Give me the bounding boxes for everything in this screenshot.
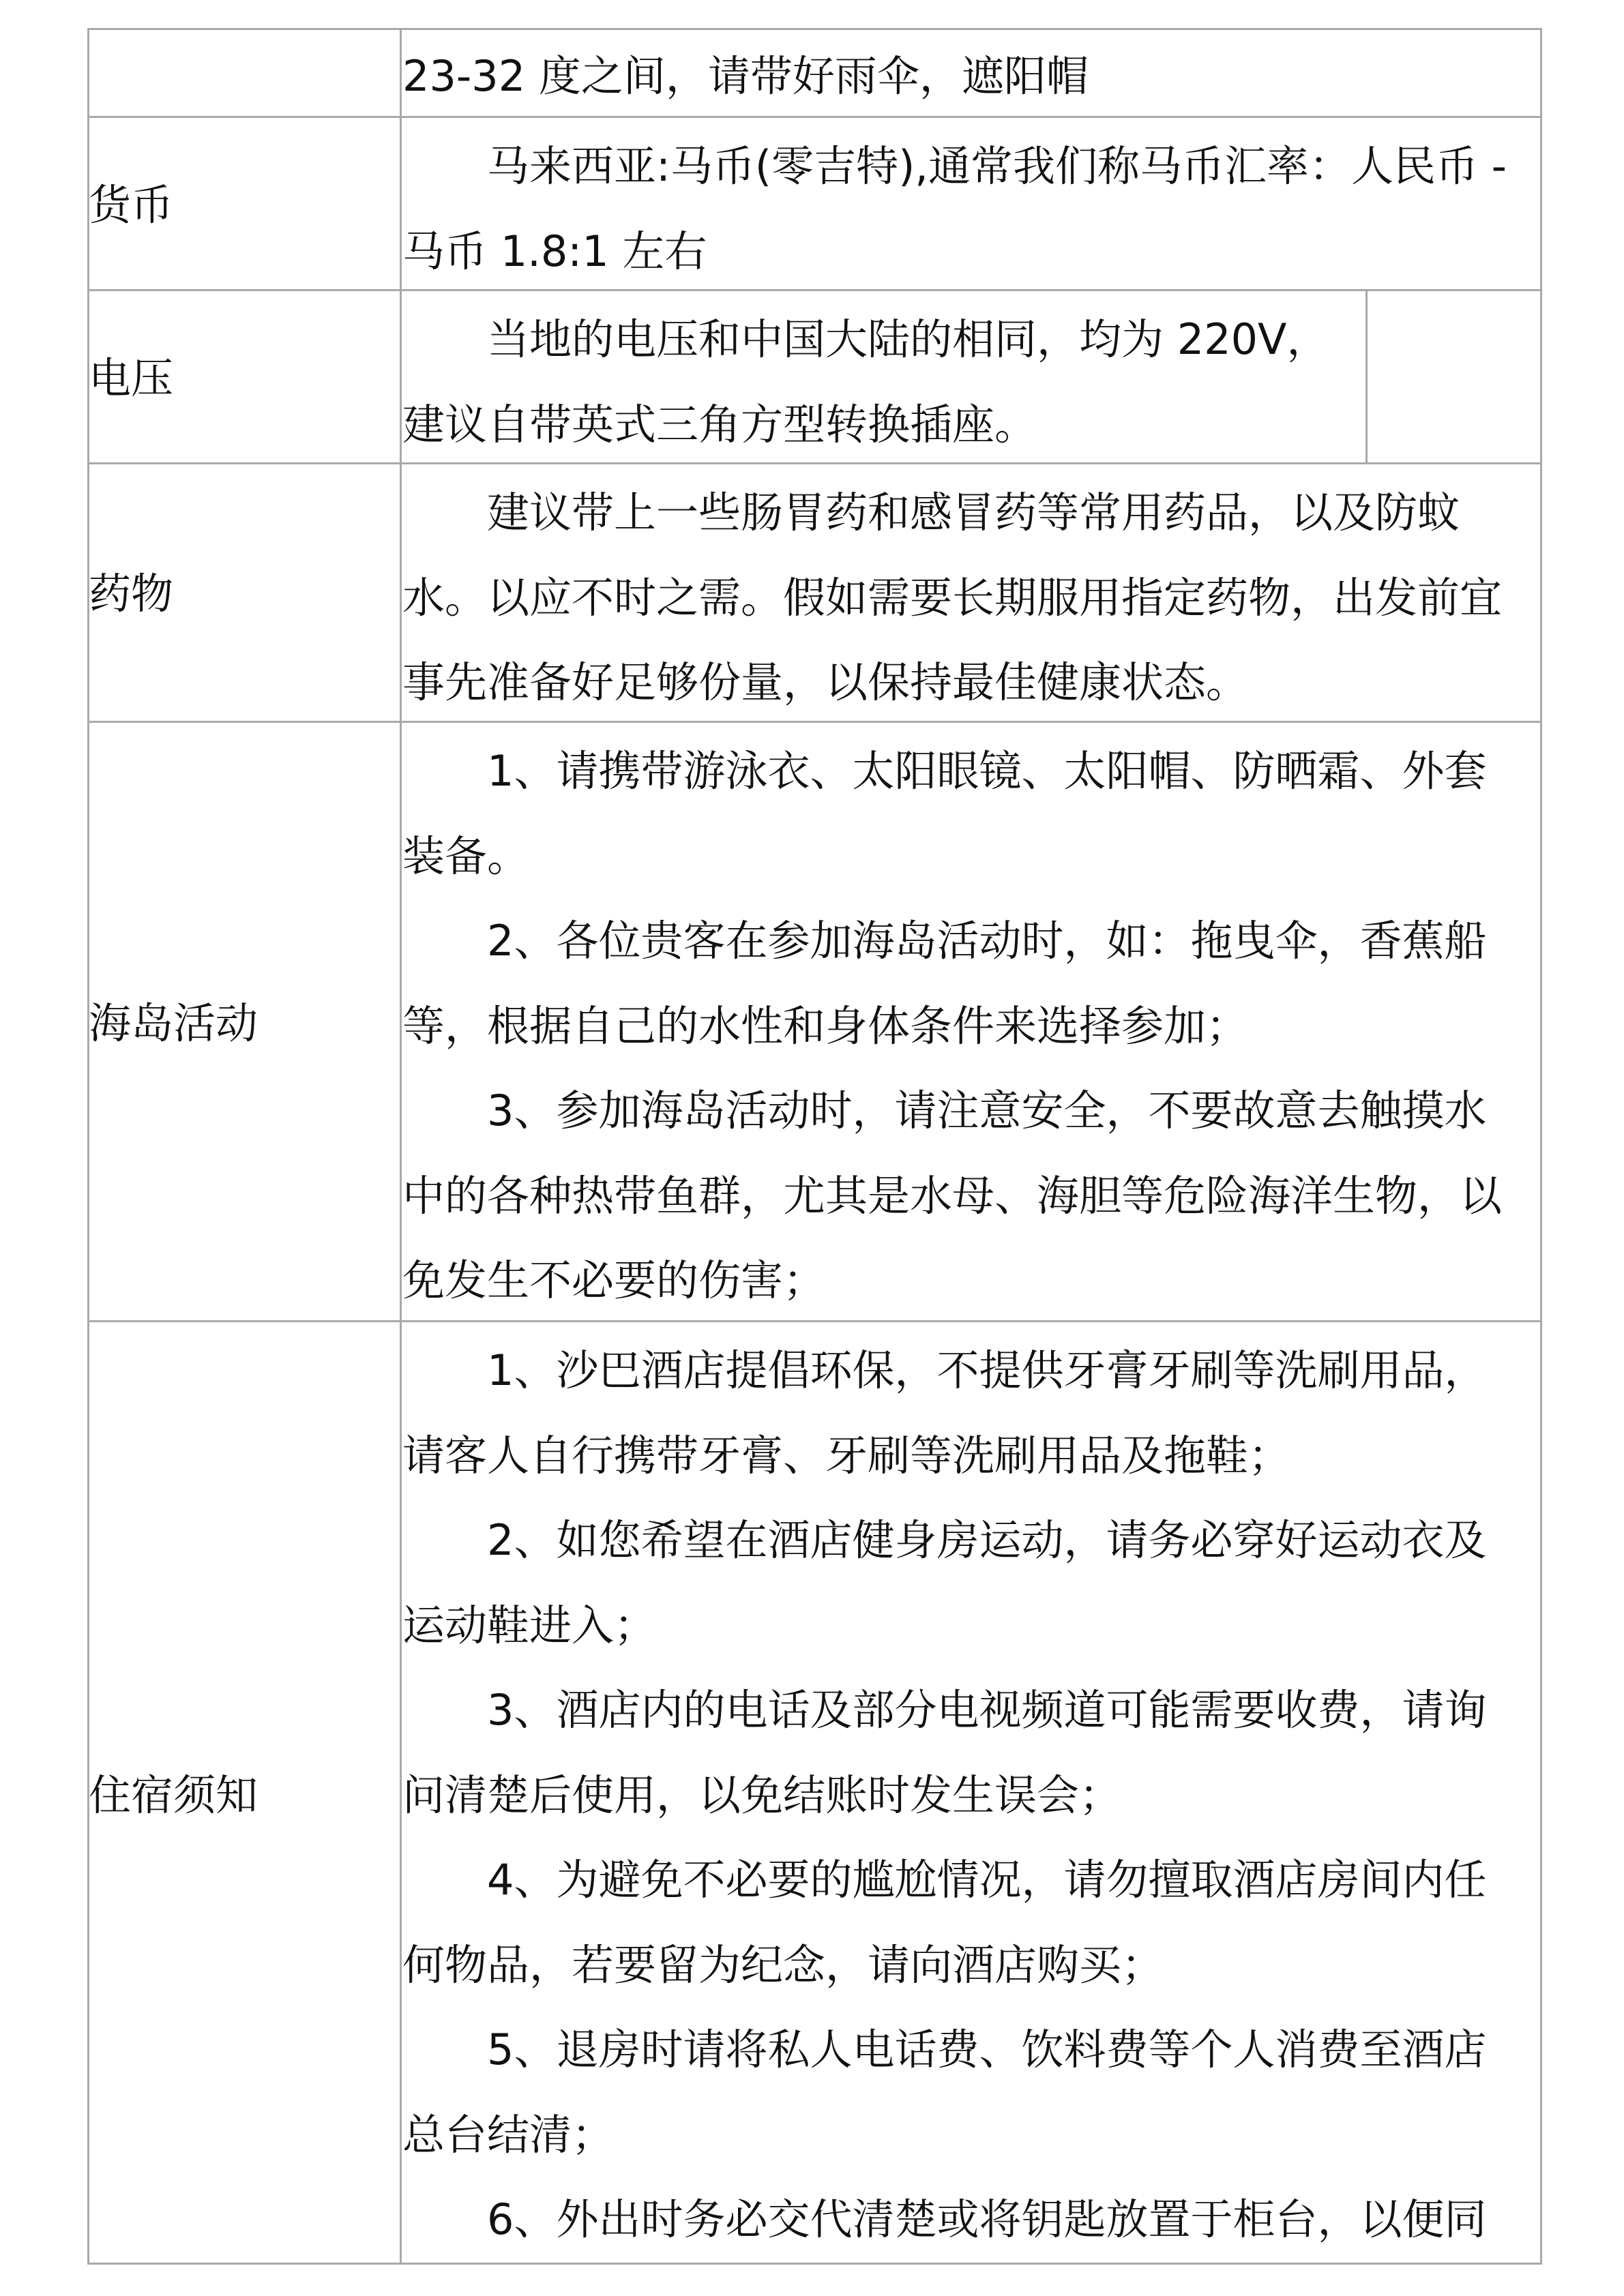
medicine-label: 药物 [89, 569, 174, 618]
voltage-line: 当地的电压和中国大陆的相同，均为 220V， [487, 314, 1329, 364]
island-line: 等，根据自己的水性和身体条件来选择参加； [402, 1000, 1249, 1051]
currency-line: 马来西亚:马币(零吉特),通常我们称马币汇率：人民币 - [487, 141, 1507, 191]
lodging-content [402, 1328, 1541, 2263]
medicine-line: 事先准备好足够份量，以保持最佳健康状态。 [402, 657, 1249, 707]
lodging-line: 请客人自行携带牙膏、牙刷等洗刷用品及拖鞋； [402, 1430, 1291, 1480]
medicine-line: 建议带上一些肠胃药和感冒药等常用药品，以及防蚊 [487, 488, 1460, 537]
lodging-line: 1、沙巴酒店提倡环保，不提供牙膏牙刷等洗刷用品， [487, 1345, 1487, 1395]
lodging-line: 4、为避免不必要的尴尬情况，请勿擅取酒店房间内任 [487, 1855, 1487, 1905]
lodging-line: 2、如您希望在酒店健身房运动，请务必穿好运动衣及 [487, 1515, 1487, 1565]
medicine-content [402, 471, 1541, 726]
lodging-line: 问清楚后使用，以免结账时发生误会； [402, 1770, 1122, 1820]
medicine-line: 水。以应不时之需。假如需要长期服用指定药物，出发前宜 [402, 572, 1503, 623]
island-line: 装备。 [402, 831, 530, 881]
lodging-line: 3、酒店内的电话及部分电视频道可能需要收费，请询 [487, 1685, 1487, 1735]
lodging-line: 运动鞋进入； [402, 1600, 657, 1650]
island-line: 免发生不必要的伤害； [402, 1255, 826, 1305]
island-activity-content [402, 729, 1541, 1324]
island-line: 3、参加海岛活动时，请注意安全，不要故意去触摸水 [487, 1086, 1487, 1135]
island-line: 2、各位贵客在参加海岛活动时，如：拖曳伞，香蕉船 [487, 916, 1487, 966]
currency-line: 马币 1.8:1 左右 [402, 226, 707, 276]
lodging-line: 总台结清； [402, 2109, 615, 2160]
weather-line: 23-32 度之间，请带好雨伞，遮阳帽 [402, 51, 1089, 101]
voltage-label: 电压 [89, 353, 174, 403]
lodging-line: 5、退房时请将私人电话费、饮料费等个人消费至酒店 [487, 2025, 1487, 2074]
lodging-line: 何物品，若要留为纪念，请向酒店购买； [402, 1939, 1164, 1990]
table-border-top [87, 28, 1542, 30]
weather-content [402, 34, 1541, 119]
island-line: 1、请携带游泳衣、太阳眼镜、太阳帽、防晒霜、外套 [487, 746, 1487, 796]
lodging-label: 住宿须知 [89, 1770, 259, 1820]
currency-label: 货币 [89, 180, 174, 230]
currency-content [402, 124, 1541, 294]
island-activity-label: 海岛活动 [89, 998, 259, 1048]
island-line: 中的各种热带鱼群，尤其是水母、海胆等危险海洋生物，以 [402, 1170, 1503, 1221]
voltage-line: 建议自带英式三角方型转换插座。 [402, 399, 1037, 449]
table-border-bottom [87, 2263, 1542, 2265]
voltage-content [402, 297, 1541, 467]
lodging-line: 6、外出时务必交代清楚或将钥匙放置于柜台，以便同 [487, 2194, 1487, 2244]
